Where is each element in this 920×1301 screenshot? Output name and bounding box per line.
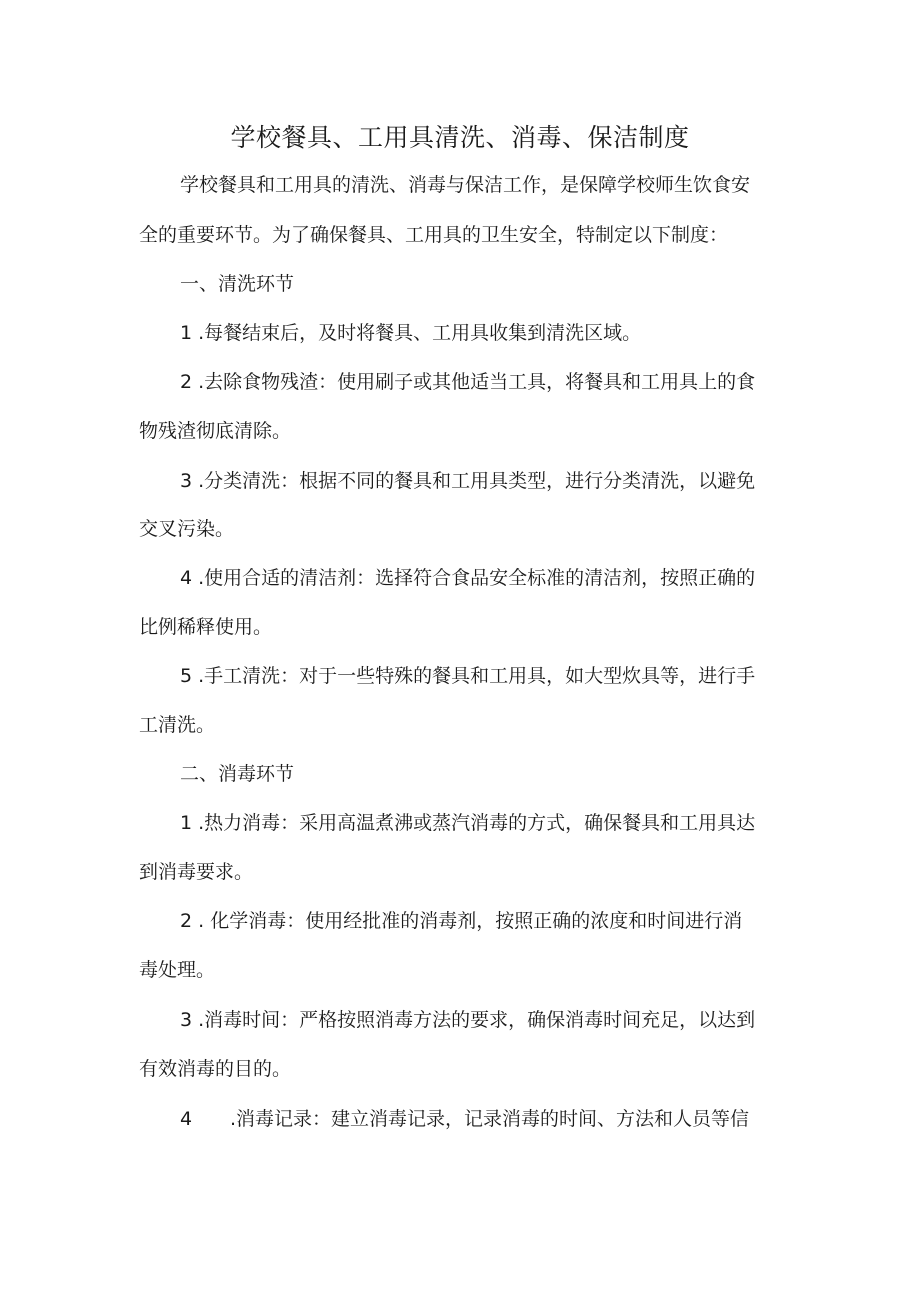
disinfection-item-3-line-2: 有效消毒的目的。	[139, 1058, 292, 1080]
cleaning-item-5-line-1: 5 .手工清洗：对于一些特殊的餐具和工用具，如大型炊具等，进行手	[180, 665, 756, 687]
cleaning-item-1-line-1: 1 .每餐结束后，及时将餐具、工用具收集到清洗区域。	[180, 322, 642, 344]
section-heading-disinfection: 二、消毒环节	[180, 763, 295, 785]
cleaning-item-3-line-1: 3 .分类清洗：根据不同的餐具和工用具类型，进行分类清洗，以避免	[180, 470, 756, 492]
disinfection-item-4-number: 4	[180, 1108, 193, 1130]
disinfection-item-2-line-2: 毒处理。	[139, 959, 216, 981]
cleaning-item-5-line-2: 工清洗。	[139, 714, 216, 736]
disinfection-item-2-line-1: 2 . 化学消毒：使用经批准的消毒剂，按照正确的浓度和时间进行消	[180, 910, 743, 932]
intro-line-2: 全的重要环节。为了确保餐具、工用具的卫生安全，特制定以下制度：	[139, 224, 729, 246]
disinfection-item-3-line-1: 3 .消毒时间：严格按照消毒方法的要求，确保消毒时间充足，以达到	[180, 1009, 756, 1031]
intro-line-1: 学校餐具和工用具的清洗、消毒与保洁工作，是保障学校师生饮食安	[180, 174, 751, 196]
cleaning-item-2-line-2: 物残渣彻底清除。	[139, 420, 292, 442]
disinfection-item-1-line-2: 到消毒要求。	[139, 861, 254, 883]
cleaning-item-3-line-2: 交叉污染。	[139, 518, 235, 540]
cleaning-item-4-line-2: 比例稀释使用。	[139, 616, 273, 638]
disinfection-item-4-text: .消毒记录：建立消毒记录，记录消毒的时间、方法和人员等信	[230, 1108, 750, 1130]
disinfection-item-1-line-1: 1 .热力消毒：采用高温煮沸或蒸汽消毒的方式，确保餐具和工用具达	[180, 812, 756, 834]
section-heading-cleaning: 一、清洗环节	[180, 273, 295, 295]
cleaning-item-4-line-1: 4 .使用合适的清洁剂：选择符合食品安全标准的清洁剂，按照正确的	[180, 567, 756, 589]
document-title: 学校餐具、工用具清洗、消毒、保洁制度	[230, 123, 690, 152]
cleaning-item-2-line-1: 2 .去除食物残渣：使用刷子或其他适当工具，将餐具和工用具上的食	[180, 371, 756, 393]
